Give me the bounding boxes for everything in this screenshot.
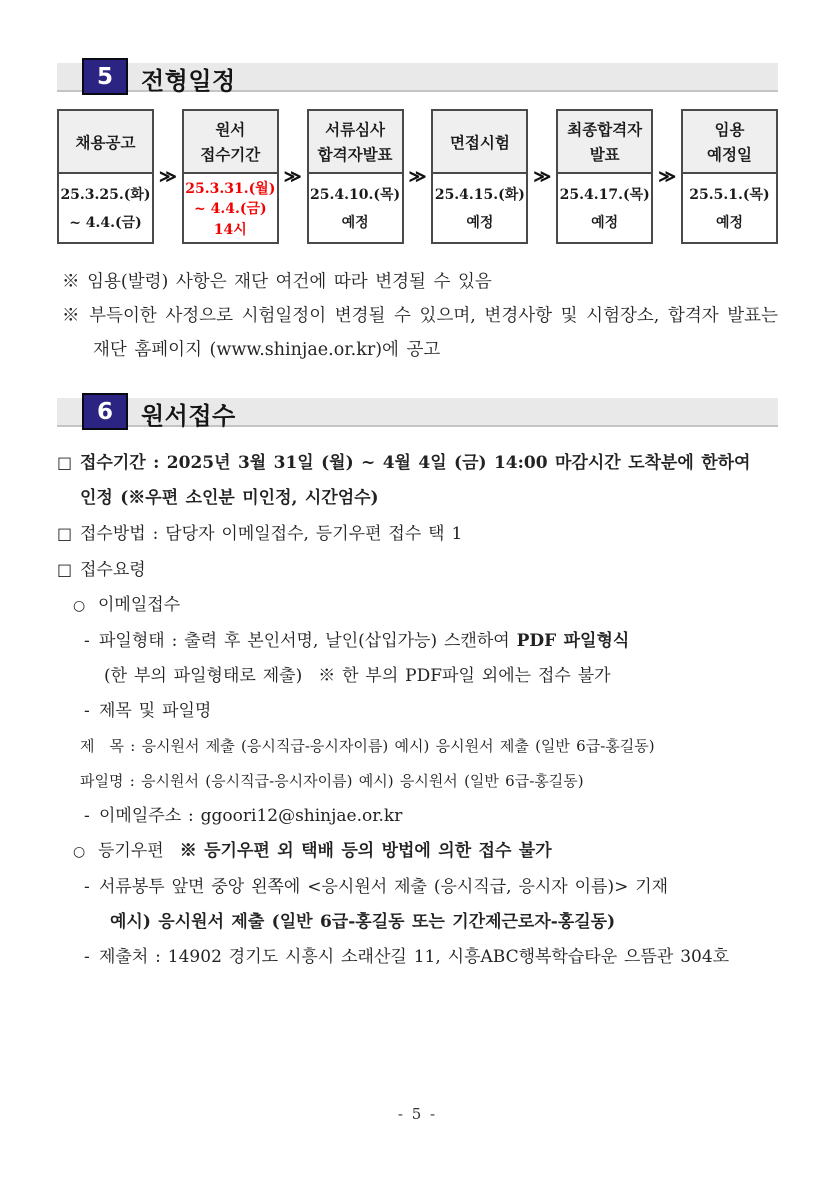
timeline-step-dates: [59, 174, 152, 242]
timeline-step-header: [433, 111, 526, 174]
row-file-format: [57, 624, 778, 659]
row-text: 서류봉투 앞면 중앙 왼쪽에 <응시원서 제출 (응시직급, 응시자 이름)> 기재: [99, 877, 669, 897]
row-text: 예시) 응시원서 제출 (일반 6급-홍길동 또는 기간제근로자-홍길동): [110, 912, 616, 932]
row-text: 접수기간 : 2025년 3월 31일 (월) ~ 4월 4일 (금) 14:00 마감시간 도착분에 한하여: [80, 453, 751, 473]
step-header-line: 면접시험: [449, 132, 510, 152]
row-mailing-address: [57, 940, 778, 975]
arrow-right-icon: ≫: [159, 166, 177, 187]
square-bullet-icon: □: [57, 560, 73, 579]
step-date-line: 예정: [591, 214, 619, 231]
row-text: 접수요령: [80, 560, 146, 580]
row-text: 파일형태 : 출력 후 본인서명, 날인(삽입가능) 스캔하여: [99, 631, 517, 651]
row-registered-mail: [57, 834, 778, 870]
section-6-number-badge: 6: [82, 393, 128, 430]
square-bullet-icon: □: [57, 453, 73, 472]
arrow-right-icon: ≫: [283, 166, 302, 187]
timeline-step-interview: [431, 109, 528, 244]
dash-bullet-icon: -: [84, 631, 90, 651]
row-text-bold: PDF 파일형식: [516, 631, 630, 651]
dash-bullet-icon: -: [84, 947, 90, 967]
step-header-line: 합격자발표: [317, 145, 393, 165]
timeline-step-header: [59, 111, 152, 174]
row-text: 인정 (※우편 소인분 미인정, 시간엄수): [80, 488, 379, 508]
row-text: 등기우편: [98, 841, 164, 861]
step-header-line: 접수기간: [200, 145, 261, 165]
step-date-line: 예정: [341, 214, 369, 231]
timeline-step-dates: [558, 174, 651, 242]
step-date-line: 25.3.31.(월): [185, 180, 276, 197]
section-6-header: [57, 393, 778, 431]
timeline-step-dates: [309, 174, 402, 242]
row-text: 접수방법 : 담당자 이메일접수, 등기우편 접수 택 1: [80, 524, 463, 544]
step-header-line: 발표: [589, 145, 620, 165]
step-date-line: 14시: [213, 221, 247, 238]
step-date-line: 25.3.25.(화): [60, 187, 151, 204]
timeline-step-document-screening: [307, 109, 404, 244]
application-details: [57, 445, 778, 975]
timeline-step-header: [683, 111, 776, 174]
step-date-line: ~ 4.4.(금): [69, 214, 142, 231]
dash-bullet-icon: -: [84, 806, 90, 826]
arrow-right-icon: ≫: [658, 166, 676, 187]
note-appointment-change: ※ 임용(발령) 사항은 재단 여건에 따라 변경될 수 있음: [62, 272, 492, 292]
step-header-line: 원서: [215, 119, 246, 139]
step-date-line: ~ 4.4.(금): [193, 201, 267, 217]
step-header-line: 서류심사: [325, 119, 386, 139]
row-text: (한 부의 파일형태로 제출): [104, 666, 303, 686]
section-5-header: [57, 58, 778, 96]
row-text: 파일명 : 응시원서 (응시직급-응시자이름) 예시) 응시원서 (일반 6급-홍길동): [80, 772, 584, 790]
row-text-note: ※ 한 부의 PDF파일 외에는 접수 불가: [318, 666, 611, 686]
row-email-address: [57, 799, 778, 834]
row-filename-example: [57, 764, 778, 799]
row-reception-guidelines: [57, 552, 778, 588]
row-envelope-marking: [57, 870, 778, 905]
dash-bullet-icon: -: [84, 877, 90, 897]
circle-bullet-icon: ○: [73, 598, 86, 614]
timeline-step-dates-highlighted: [184, 174, 277, 242]
circle-bullet-icon: ○: [73, 844, 86, 860]
timeline-step-dates: [683, 174, 776, 242]
timeline-step-header: [309, 111, 402, 174]
step-header-line: 임용: [714, 119, 745, 139]
row-title-and-filename: [57, 694, 778, 729]
schedule-timeline: [57, 109, 778, 244]
row-reception-period-cont: [57, 481, 778, 516]
section-5-number-badge: 5: [82, 58, 128, 95]
mailing-address-text: 제출처 : 14902 경기도 시흥시 소래산길 11, 시흥ABC행복학습타운 으뜸관 304호: [99, 947, 730, 967]
row-email-submission: [57, 588, 778, 624]
arrow-right-icon: ≫: [533, 166, 552, 187]
timeline-step-header: [558, 111, 651, 174]
timeline-step-dates: [433, 174, 526, 242]
timeline-step-announcement: [57, 109, 154, 244]
row-envelope-marking-example: [57, 905, 778, 940]
page-number: - 5 -: [397, 1105, 438, 1123]
step-date-line: 25.4.15.(화): [434, 187, 525, 204]
step-date-line: 25.4.10.(목): [310, 187, 401, 204]
section-5-title: 전형일정: [141, 67, 236, 95]
step-header-line: 최종합격자: [567, 119, 643, 139]
note-schedule-change: ※ 부득이한 사정으로 시험일정이 변경될 수 있으며, 변경사항 및 시험장소, 합격자 발표는 재단 홈페이지 (www.shinjae.or.kr)에 공고: [62, 306, 778, 360]
page-content: [57, 58, 778, 975]
square-bullet-icon: □: [57, 524, 73, 543]
row-reception-method: [57, 516, 778, 552]
step-date-line: 25.5.1.(목): [689, 187, 770, 204]
step-header-line: 예정일: [707, 145, 752, 165]
schedule-notes: [57, 265, 778, 367]
arrow-right-icon: ≫: [408, 166, 427, 187]
timeline-step-application-period: [182, 109, 279, 244]
row-reception-period: [57, 445, 778, 481]
row-text: 이메일접수: [98, 595, 181, 615]
step-date-line: 예정: [715, 214, 744, 231]
row-text: 제 목 : 응시원서 제출 (응시직급-응시자이름) 예시) 응시원서 제출 (일반 6급-홍길동): [80, 737, 655, 755]
row-email-subject-example: [57, 729, 778, 764]
row-text: 제목 및 파일명: [99, 701, 212, 721]
email-address-text: 이메일주소 : ggoori12@shinjae.or.kr: [99, 806, 403, 826]
step-date-line: 예정: [466, 214, 494, 231]
dash-bullet-icon: -: [84, 701, 90, 721]
step-date-line: 25.4.17.(목): [559, 187, 650, 204]
step-header-line: 채용공고: [75, 132, 136, 152]
timeline-step-header: [184, 111, 277, 174]
row-text-bold: ※ 등기우편 외 택배 등의 방법에 의한 접수 불가: [179, 841, 552, 861]
timeline-step-appointment-date: [681, 109, 778, 244]
section-6-title: 원서접수: [141, 402, 236, 430]
row-file-format-cont: [57, 659, 778, 694]
timeline-step-final-pass-announcement: [556, 109, 653, 244]
